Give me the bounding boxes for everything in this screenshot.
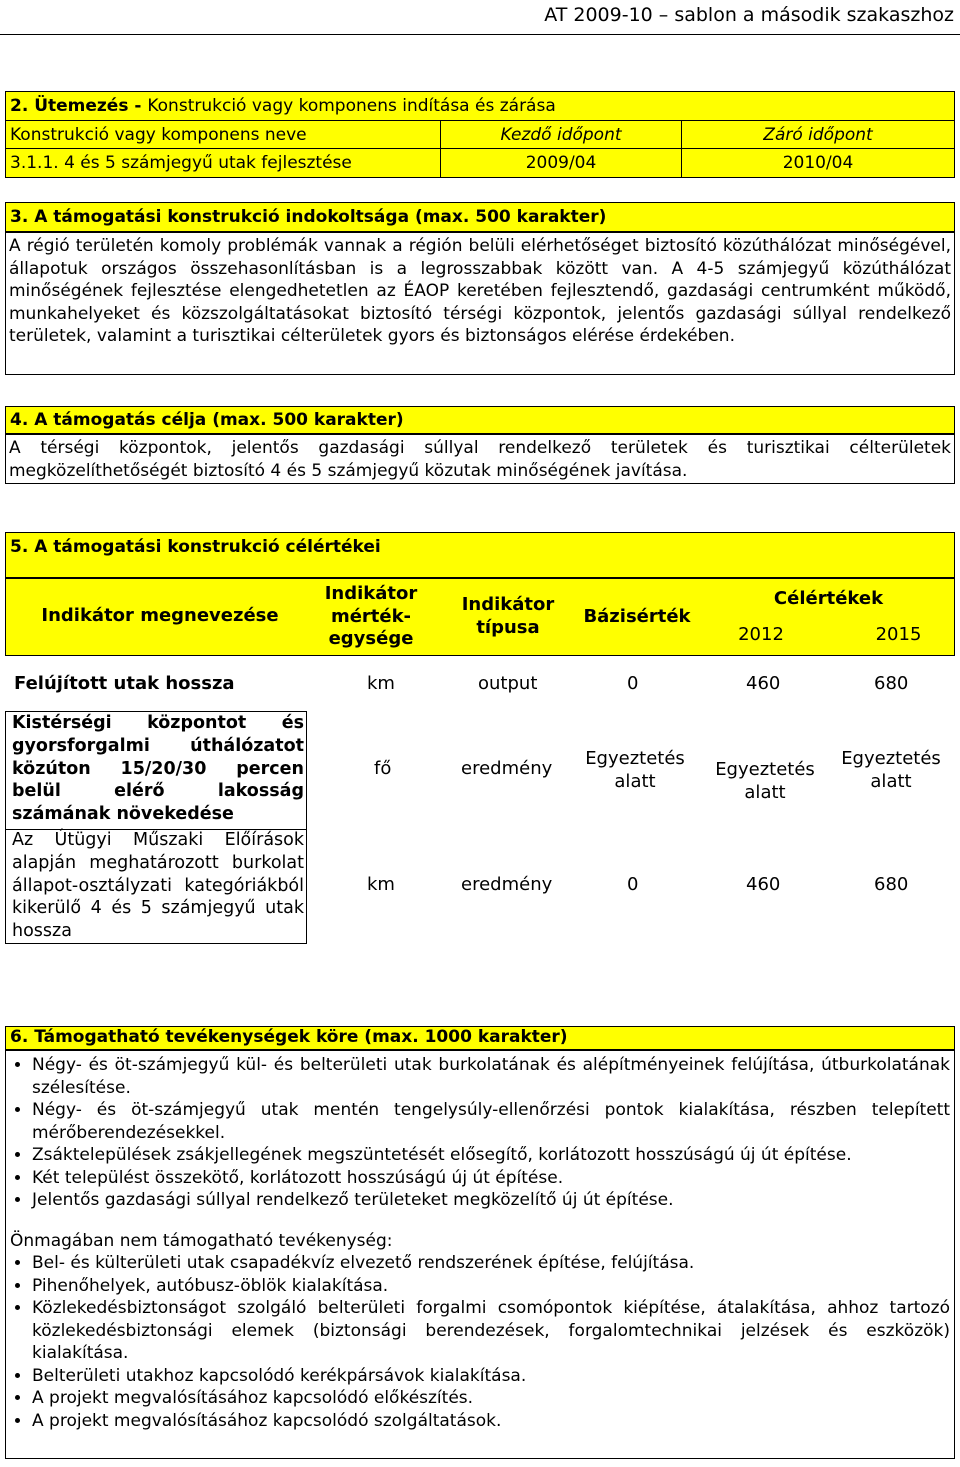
activities-heading: 6. Támogatható tevékenységek köre (max. 1000 karakter) [5,1026,955,1050]
list-item: • Két települést összekötő, korlátozott hosszúságú új út építése. [32,1167,950,1190]
row1-2012: 460 [746,673,781,694]
goal-box [5,434,955,484]
row3-name-wrap [12,829,304,943]
list-item: • A projekt megvalósításához kapcsolódó szolgáltatások. [32,1410,950,1433]
schedule-col-start: Kezdő időpont [441,121,682,149]
row1-unit: km [367,673,395,694]
header-target-values: Célértékek [773,588,884,609]
row2-base: Egyeztetés alatt [585,748,685,792]
list-item: • Közlekedésbiztonságot szolgáló belterületi forgalmi csomópontok kiépítése, átalakítása, ahhoz tartozó közlekedésbiztonsági elemek (biztonsági berendezések, forgalomtechnikai jelzések és eszközök) kialakítása. [32,1297,950,1365]
row2-unit: fő [374,758,392,779]
schedule-row-name: 3.1.1. 4 és 5 számjegyű utak fejlesztése [6,149,441,178]
list-item: • Belterületi utakhoz kapcsolódó kerékpársávok kialakítása. [32,1365,950,1388]
row1-2015: 680 [874,673,909,694]
header-divider [0,34,960,35]
targets-heading: 5. A támogatási konstrukció célértékei [5,532,955,578]
list-item: • Zsáktelepülések zsákjellegének megszüntetését elősegítő, korlátozott hosszúságú új út építése. [32,1144,950,1167]
excluded-title: Önmagában nem támogatható tevékenység: [10,1230,393,1251]
row2-name-wrap [12,712,304,826]
header-indicator-name: Indikátor megnevezése [41,605,279,626]
list-item: • Bel- és külterületi utak csapadékvíz elvezető rendszerének építése, felújítása. [32,1252,950,1275]
list-item: • Négy- és öt-számjegyű kül- és belterületi utak burkolatának és alépítményeinek felújítása, útburkolatának szélesítése. [32,1054,950,1099]
supported-activities-list [6,1054,950,1212]
justification-box [5,232,955,375]
row1-base: 0 [627,673,639,694]
row2-type: eredmény [461,758,553,779]
schedule-table [5,91,955,178]
list-item: • A projekt megvalósításához kapcsolódó előkészítés. [32,1387,950,1410]
goal-heading: 4. A támogatás célja (max. 500 karakter) [5,406,955,434]
header-year-2015: 2015 [875,624,922,645]
header-indicator-type: Indikátor típusa [461,594,555,638]
row3-name: Az Útügyi Műszaki Előírások alapján meghatározott burkolat állapot-osztályzati kategóriákból kikerülő 4 és 5 számjegyű utak hossza [12,830,304,942]
row3-2015: 680 [874,874,909,895]
schedule-row-end: 2010/04 [682,149,955,178]
list-item: • Pihenőhelyek, autóbusz-öblök kialakítása. [32,1275,950,1298]
activities-box [5,1050,955,1459]
row2-name: Kistérségi központot és gyorsforgalmi úthálózatot közúton 15/20/30 percen belül elérő lakosság számának növekedése [12,713,304,825]
goal-text: A térségi központok, jelentős gazdasági súllyal rendelkező területek és turisztikai célterületek megközelíthetőségét biztosító 4 és 5 számjegyű közutak minőségének javítása. [9,438,951,481]
justification-text: A régió területén komoly problémák vannak a régión belüli elérhetőséget biztosító közúthálózat minőségével, állapotuk országos összehasonlításban is a legrosszabbak között van. A 4-5 számjegyű közúthálózat minőségének fejlesztése elengedhetetlen az ÉAOP keretében fejlesztendő, gazdasági centrumként működő, munkahelyeket és közszolgáltatásokat biztosító térségi központok, jelentős gazdasági súllyal rendelkező területek, valamint a turisztikai célterületek gyors és biztonságos elérése érdekében. [9,236,951,346]
page-header-title: AT 2009-10 – sablon a második szakaszhoz [544,4,954,26]
row1-name: Felújított utak hossza [14,673,235,694]
row3-base: 0 [627,874,639,895]
excluded-activities-list [6,1252,950,1432]
schedule-col-name: Konstrukció vagy komponens neve [6,121,441,149]
row3-unit: km [367,874,395,895]
schedule-row-start: 2009/04 [441,149,682,178]
header-year-2012: 2012 [738,624,784,645]
targets-header-row [5,578,955,656]
row2-2012: Egyeztetés alatt [715,759,815,803]
schedule-subtitle: Konstrukció vagy komponens indítása és zárása [147,96,556,116]
justification-heading: 3. A támogatási konstrukció indokoltsága (max. 500 karakter) [5,202,955,232]
row3-type: eredmény [461,874,553,895]
schedule-col-end: Záró időpont [682,121,955,149]
header-indicator-unit: Indikátor mérték-egysége [324,583,418,649]
schedule-title: 2. Ütemezés - [10,96,148,116]
row1-type: output [478,673,538,694]
row2-2015: Egyeztetés alatt [841,748,941,792]
header-base-value: Bázisérték [583,606,691,627]
list-item: • Jelentős gazdasági súllyal rendelkező területeket megközelítő új út építése. [32,1189,950,1212]
row3-2012: 460 [746,874,781,895]
list-item: • Négy- és öt-számjegyű utak mentén tengelysúly-ellenőrzési pontok kialakítása, részben telepített mérőberendezésekkel. [32,1099,950,1144]
